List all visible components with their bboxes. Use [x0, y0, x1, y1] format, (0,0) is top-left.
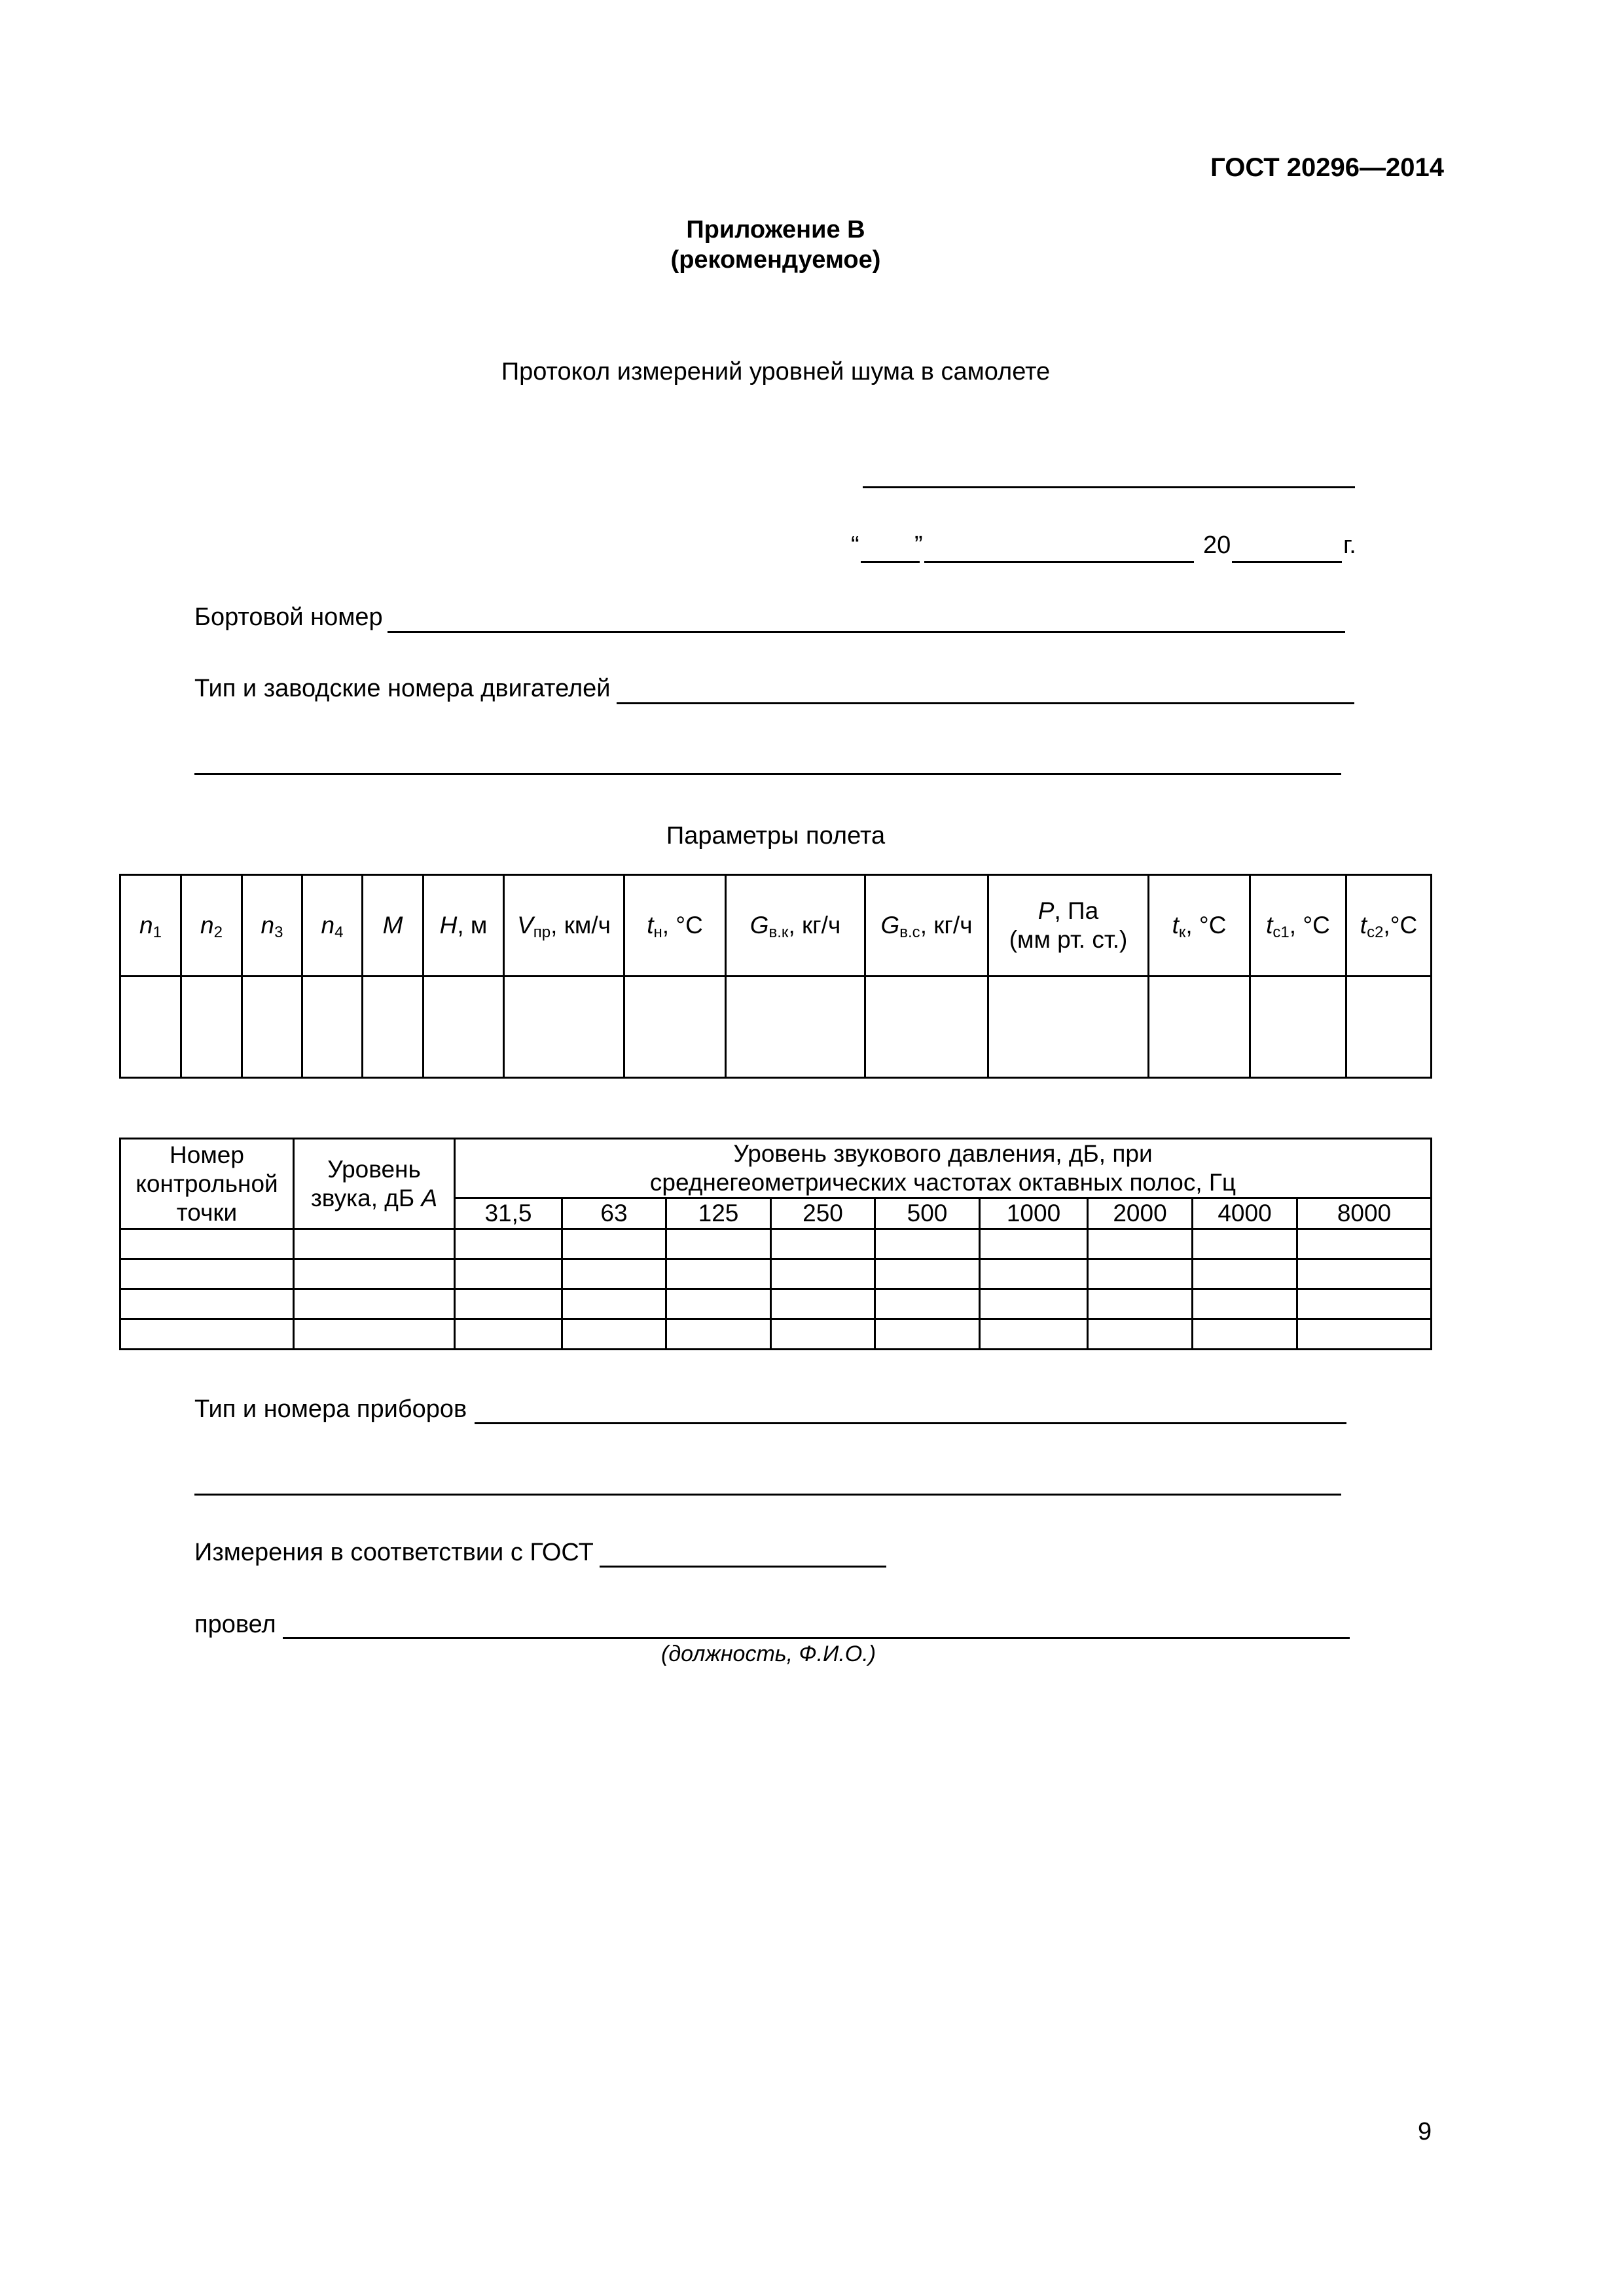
table-cell[interactable] — [666, 1259, 771, 1289]
flight-params-table — [119, 874, 1432, 1079]
page-number: 9 — [1418, 2118, 1432, 2145]
freq-header: 8000 — [1297, 1198, 1432, 1229]
header-mach: M — [363, 875, 424, 977]
table-cell[interactable] — [504, 977, 624, 1078]
table-cell[interactable] — [1193, 1319, 1297, 1350]
table-cell[interactable] — [294, 1259, 455, 1289]
freq-header: 4000 — [1193, 1198, 1297, 1229]
table-cell[interactable] — [1088, 1289, 1193, 1319]
date-day-line — [861, 561, 920, 563]
table-row — [120, 1259, 1432, 1289]
table-cell[interactable] — [1297, 1289, 1432, 1319]
engine-type-line — [617, 702, 1354, 704]
table-cell[interactable] — [875, 1259, 980, 1289]
table-cell[interactable] — [120, 1229, 294, 1259]
table-cell[interactable] — [771, 1259, 875, 1289]
table-cell[interactable] — [294, 1229, 455, 1259]
freq-header: 31,5 — [455, 1198, 562, 1229]
flight-params-data-row — [120, 977, 1432, 1078]
instruments-line — [475, 1422, 1346, 1424]
conducted-hint: (должность, Ф.И.О.) — [661, 1641, 876, 1666]
header-sound-level: Уровень звука, дБ А — [294, 1139, 455, 1229]
table-cell[interactable] — [1193, 1289, 1297, 1319]
header-air-flow-cabin: $G_{в.к}$, кг/ч — [726, 875, 865, 977]
table-cell[interactable] — [1193, 1229, 1297, 1259]
board-number-label: Бортовой номер — [194, 603, 383, 631]
table-cell[interactable] — [363, 977, 424, 1078]
date-month-line — [924, 561, 1194, 563]
table-cell[interactable] — [1088, 1259, 1193, 1289]
header-temp-outside: $t_н$, °С — [624, 875, 726, 977]
table-cell[interactable] — [875, 1319, 980, 1350]
table-cell[interactable] — [562, 1229, 666, 1259]
header-control-point: Номер контрольной точки — [120, 1139, 294, 1229]
table-cell[interactable] — [1297, 1259, 1432, 1289]
header-n3: $n_3$ — [242, 875, 302, 977]
table-cell[interactable] — [181, 977, 242, 1078]
table-cell[interactable] — [455, 1259, 562, 1289]
table-cell[interactable] — [1193, 1259, 1297, 1289]
table-cell[interactable] — [666, 1229, 771, 1259]
table-cell[interactable] — [294, 1289, 455, 1319]
header-n1: $n_1$ — [120, 875, 181, 977]
table-cell[interactable] — [455, 1229, 562, 1259]
table-cell[interactable] — [424, 977, 504, 1078]
table-cell[interactable] — [1297, 1229, 1432, 1259]
table-cell[interactable] — [771, 1289, 875, 1319]
table-cell[interactable] — [666, 1289, 771, 1319]
appendix-title: Приложение В — [686, 216, 865, 243]
table-cell[interactable] — [875, 1289, 980, 1319]
table-cell[interactable] — [771, 1229, 875, 1259]
table-cell[interactable] — [726, 977, 865, 1078]
table-cell[interactable] — [294, 1319, 455, 1350]
table-cell[interactable] — [1250, 977, 1346, 1078]
header-altitude: H, м — [424, 875, 504, 977]
date-year-prefix: 20 — [1203, 531, 1231, 559]
table-row — [120, 1319, 1432, 1350]
flight-params-caption: Параметры полета — [666, 822, 886, 850]
freq-header: 2000 — [1088, 1198, 1193, 1229]
table-cell[interactable] — [1088, 1319, 1193, 1350]
flight-params-header-row — [120, 875, 1432, 977]
table-cell[interactable] — [980, 1319, 1088, 1350]
table-cell[interactable] — [771, 1319, 875, 1350]
table-cell[interactable] — [562, 1319, 666, 1350]
table-cell[interactable] — [1088, 1229, 1193, 1259]
table-cell[interactable] — [988, 977, 1149, 1078]
table-cell[interactable] — [624, 977, 726, 1078]
table-cell[interactable] — [455, 1289, 562, 1319]
table-cell[interactable] — [562, 1289, 666, 1319]
engine-type-line-2 — [194, 773, 1341, 775]
freq-header: 500 — [875, 1198, 980, 1229]
table-cell[interactable] — [455, 1319, 562, 1350]
header-temp-cabin: $t_к$, °С — [1149, 875, 1250, 977]
table-cell[interactable] — [242, 977, 302, 1078]
freq-header: 250 — [771, 1198, 875, 1229]
sound-level-table — [119, 1138, 1432, 1350]
table-cell[interactable] — [666, 1319, 771, 1350]
freq-header: 1000 — [980, 1198, 1088, 1229]
table-cell[interactable] — [120, 1259, 294, 1289]
header-temp-c1: $t_{с1}$, °С — [1250, 875, 1346, 977]
table-cell[interactable] — [302, 977, 363, 1078]
header-speed: $V_{пр}$, км/ч — [504, 875, 624, 977]
table-cell[interactable] — [865, 977, 988, 1078]
protocol-title: Протокол измерений уровней шума в самолете — [501, 358, 1051, 386]
header-temp-c2: $t_{с2},^\circ С$ — [1346, 875, 1432, 977]
standard-label: Измерения в соответствии с ГОСТ — [194, 1539, 594, 1566]
date-open-quote: “ — [851, 531, 859, 559]
board-number-line — [388, 631, 1345, 633]
header-pressure-group: Уровень звукового давления, дБ, при среднегеометрических частотах октавных полос, Гц — [455, 1139, 1432, 1198]
table-cell[interactable] — [980, 1259, 1088, 1289]
header-n2: $n_2$ — [181, 875, 242, 977]
date-year-line — [1232, 561, 1342, 563]
instruments-line-2 — [194, 1494, 1341, 1496]
header-n4: $n_4$ — [302, 875, 363, 977]
freq-header: 63 — [562, 1198, 666, 1229]
sound-header-row-1 — [120, 1139, 1432, 1198]
header-pressure: P, Па (мм рт. ст.) — [988, 875, 1149, 977]
table-cell[interactable] — [980, 1289, 1088, 1319]
conducted-label: провел — [194, 1611, 276, 1638]
document-code: ГОСТ 20296—2014 — [1210, 153, 1444, 182]
date-close-quote: ” — [914, 531, 923, 559]
table-row — [120, 1229, 1432, 1259]
table-cell[interactable] — [1149, 977, 1250, 1078]
engine-type-label: Тип и заводские номера двигателей — [194, 675, 611, 702]
table-cell[interactable] — [1297, 1319, 1432, 1350]
table-cell[interactable] — [120, 1319, 294, 1350]
table-cell[interactable] — [980, 1229, 1088, 1259]
appendix-subtitle: (рекомендуемое) — [670, 246, 881, 274]
standard-line — [600, 1566, 886, 1568]
table-cell[interactable] — [1346, 977, 1432, 1078]
table-cell[interactable] — [562, 1259, 666, 1289]
date-year-suffix: г. — [1343, 531, 1356, 559]
freq-header: 125 — [666, 1198, 771, 1229]
table-cell[interactable] — [875, 1229, 980, 1259]
conducted-line — [283, 1637, 1350, 1639]
table-cell[interactable] — [120, 977, 181, 1078]
approval-line — [863, 486, 1355, 488]
table-row — [120, 1289, 1432, 1319]
instruments-label: Тип и номера приборов — [194, 1395, 467, 1423]
header-air-flow-system: $G_{в.с}$, кг/ч — [865, 875, 988, 977]
table-cell[interactable] — [120, 1289, 294, 1319]
